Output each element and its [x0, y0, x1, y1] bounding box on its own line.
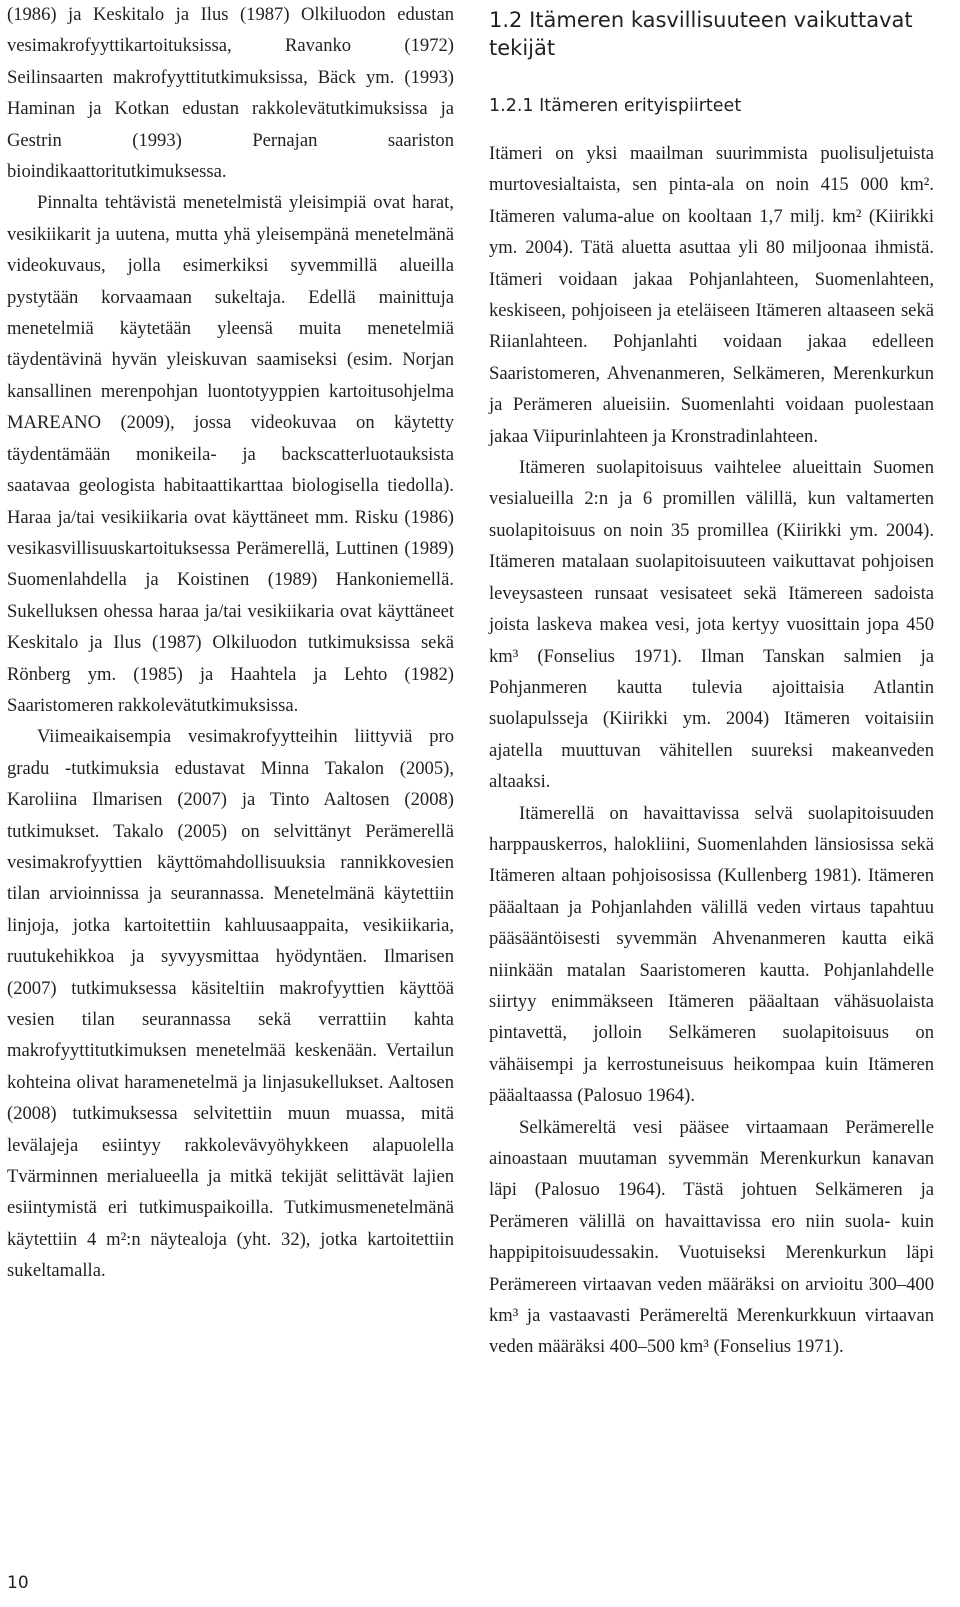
body-paragraph: (1986) ja Keskitalo ja Ilus (1987) Olkiluodon edustan vesimakrofyyttikartoituksissa, Ravanko (1972) Seilinsaarten makrofyyttitutkimuksissa, Bäck ym. (1993) Haminan ja Kotkan edustan rakkolevätutkimuksissa ja Gestrin (1993) Pernajan saariston bioindikaattoritutkimuksessa. — [7, 4, 454, 183]
page-number: 10 — [7, 1573, 29, 1593]
left-column — [7, 0, 454, 1287]
body-paragraph: Itämeren suolapitoisuus vaihtelee alueittain Suomen vesialueilla 2:n ja 6 promillen välillä, kun valtamerten suolapitoisuus on noin 35 promillea (Kiirikki ym. 2004). Itämeren matalaan suolapitoisuuteen vaikuttavat pohjoisen leveysasteen runsaat vesisateet sekä Itämereen sadoista joista laskeva makea vesi, jota kertyy vuosittain jopa 450 km³ (Fonselius 1971). Ilman Tanskan salmien ja Pohjanmeren kautta tulevia ajoittaisia Atlantin suolapulsseja (Kiirikki ym. 2004) Itämeren voitaisiin ajatella muuttuvan vähitellen suureksi makeanveden altaaksi. — [489, 457, 934, 793]
body-paragraph: Itämerellä on havaittavissa selvä suolapitoisuuden harppauskerros, halokliini, Suomenlahden länsiosissa sekä Itämeren altaan pohjoisosissa (Kullenberg 1981). Itämeren pääaltaan ja Pohjanlahden välillä veden virtaus tapahtuu pääsääntöisesti syvemmän Ahvenanmeren kautta eikä niinkään matalan Saaristomeren kautta. Pohjanlahdelle siirtyy enimmäkseen Itämeren pääaltaan vähäsuolaista pintavettä, jolloin Selkämeren suolapitoisuus on vähäisempi ja kerrostuneisuus heikompaa kuin Itämeren pääaltaassa (Palosuo 1964). — [489, 802, 934, 1107]
section-heading: 1.2 Itämeren kasvillisuuteen vaikuttavat tekijät — [489, 8, 913, 60]
subsection-heading: 1.2.1 Itämeren erityispiirteet — [489, 96, 742, 116]
body-paragraph: Selkämereltä vesi pääsee virtaamaan Perämerelle ainoastaan muutaman syvemmän Merenkurkun kanavan läpi (Palosuo 1964). Tästä johtuen Selkämeren ja Perämeren välillä on havaittavissa ero niin suola- kuin happipitoisuudessakin. Vuotuiseksi Merenkurkun läpi Perämereen virtaavan veden määräksi on arvioitu 300–400 km³ ja vastaavasti Perämereltä Merenkurkkuun virtaavan veden määräksi 400–500 km³ (Fonselius 1971). — [489, 1116, 934, 1358]
body-paragraph: Pinnalta tehtävistä menetelmistä yleisimpiä ovat harat, vesikiikarit ja uutena, mutta yhä yleisempänä menetelmänä videokuvaus, jolla esimerkiksi syvemmillä alueilla pystytään korvaamaan sukeltaja. Edellä mainittuja menetelmiä käytetään yleensä muita menetelmiä täydentävinä hyvän yleiskuvan saamiseksi (esim. Norjan kansallinen merenpohjan luontotyyppien kartoitusohjelma MAREANO (2009), jossa videokuvaa on käytetty täydentämään monikeila- ja backscatterluotauksista saatavaa geologista habitaattikarttaa biologisella tiedolla). Haraa ja/tai vesikiikaria ovat käyttäneet mm. Risku (1986) vesikasvillisuuskartoituksessa Perämerellä, Luttinen (1989) Suomenlahdella ja Koistinen (1989) Hankoniemellä. Sukelluksen ohessa haraa ja/tai vesikiikaria ovat käyttäneet Keskitalo ja Ilus (1987) Olkiluodon tutkimuksissa sekä Rönberg ym. (1985) ja Haahtela ja Lehto (1982) Saaristomeren rakkolevätutkimuksissa. — [7, 192, 454, 716]
body-paragraph: Viimeaikaisempia vesimakrofyytteihin liittyviä pro gradu -tutkimuksia edustavat Minna Takalon (2005), Karoliina Ilmarisen (2007) ja Tinto Aaltosen (2008) tutkimukset. Takalo (2005) on selvittänyt Perämerellä vesimakrofyyttien käyttömahdollisuuksia rannikkovesien tilan arvioinnissa ja seurannassa. Menetelmänä käytettiin linjoja, jotka kartoitettiin kahluusaappaita, vesikiikaria, ruutukehikkoa ja syvyysmittaa hyödyntäen. Ilmarisen (2007) tutkimuksessa käsiteltiin makrofyyttien käyttöä vesien tilan seurannassa sekä verrattiin kahta makrofyyttitutkimuksen menetelmää keskenään. Vertailun kohteina olivat haramenetelmä ja linjasukellukset. Aaltosen (2008) tutkimuksessa selvitettiin muun muassa, mitä levälajeja esiintyy rakkolevävyöhykkeen alapuolella Tvärminnen merialueella ja mitkä tekijät selittävät lajien esiintymistä eri tutkimuspaikoilla. Tutkimusmenetelmänä käytettiin 4 m²:n näytealoja (yht. 32), jotka kartoitettiin sukeltamalla. — [7, 726, 454, 1282]
right-column — [489, 0, 934, 1363]
body-paragraph: Itämeri on yksi maailman suurimmista puolisuljetuista murtovesialtaista, sen pinta-ala on noin 415 000 km². Itämeren valuma-alue on kooltaan 1,7 milj. km² (Kiirikki ym. 2004). Tätä aluetta asuttaa yli 80 miljoonaa ihmistä. Itämeri voidaan jakaa Pohjanlahteen, Suomenlahteen, keskiseen, pohjoiseen ja eteläiseen Itämeren altaaseen sekä Riianlahteen. Pohjanlahti voidaan jakaa edelleen Saaristomeren, Ahvenanmeren, Selkämeren, Merenkurkun ja Perämeren alueisiin. Suomenlahti voidaan puolestaan jakaa Viipurinlahteen ja Kronstradinlahteen. — [489, 143, 934, 447]
